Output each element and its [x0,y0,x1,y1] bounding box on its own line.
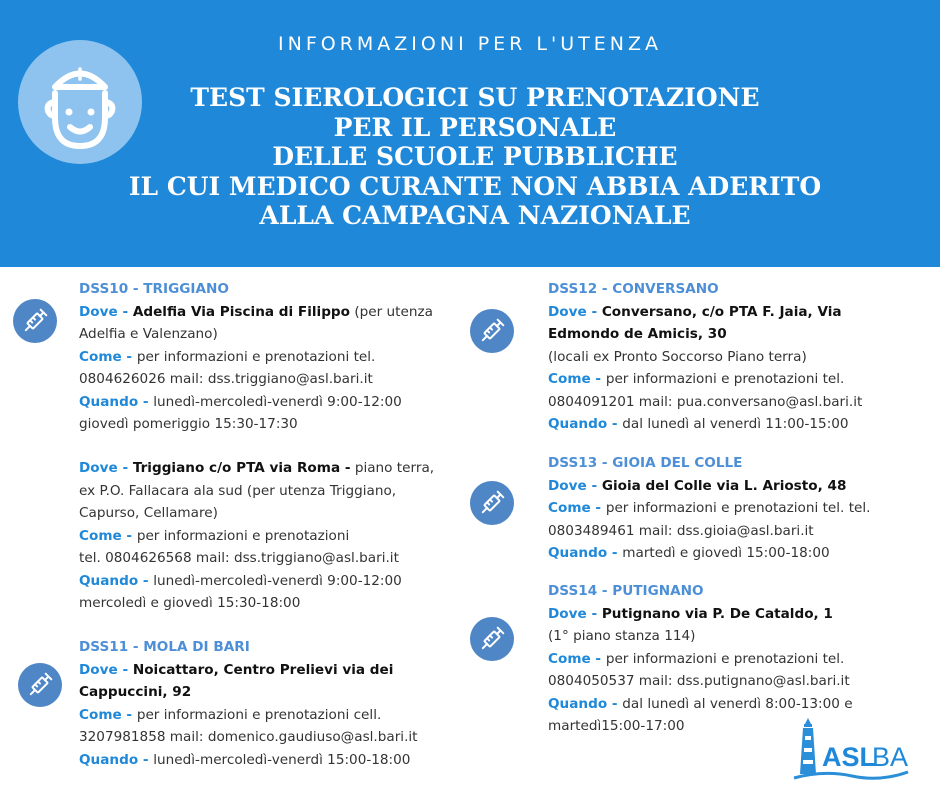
headline-line: IL CUI MEDICO CURANTE NON ABBIA ADERITO [128,171,822,201]
come-line: Come - per informazioni e prenotazioni tel. [548,371,845,387]
syringe-icon [13,299,57,343]
quando-line: Quando - dal lunedì al venerdì 8:00-13:00 e [548,695,853,712]
come-continuation: 0804626026 mail: dss.triggiano@asl.bari.it [79,371,373,387]
dss12-section [548,278,862,436]
dove-continuation: ex P.O. Fallacara ala sud (per utenza Triggiano, [79,482,397,499]
quando-continuation: martedì15:00-17:00 [548,718,685,734]
dove-line: Dove - Putignano via P. De Cataldo, 1 [548,605,833,622]
kicker-text: INFORMAZIONI PER L'UTENZA [278,33,662,55]
dss10-section-2 [79,457,434,615]
dss11-section [79,636,418,771]
asl-ba-logo [790,718,910,784]
syringe-icon [470,309,514,353]
quando-line: Quando - lunedì-mercoledì-venerdì 15:00-18:00 [79,751,411,768]
section-title: DSS12 - CONVERSANO [548,281,719,297]
quando-line: Quando - lunedì-mercoledì-venerdì 9:00-12:00 [79,572,402,589]
dove-continuation: (locali ex Pronto Soccorso Piano terra) [548,348,807,365]
dss10-section [79,278,433,436]
quando-continuation: giovedì pomeriggio 15:30-17:30 [79,416,298,432]
section-title: DSS11 - MOLA DI BARI [79,639,250,655]
dove-line: Dove - Gioia del Colle via L. Ariosto, 48 [548,477,847,494]
dove-line: Dove - Noicattaro, Centro Prelievi via dei [79,661,394,678]
come-continuation: 3207981858 mail: domenico.gaudiuso@asl.bari.it [79,729,418,745]
come-continuation: tel. 0804626568 mail: dss.triggiano@asl.bari.it [79,550,399,566]
headline-line: PER IL PERSONALE [333,112,617,142]
syringe-icon [470,481,514,525]
header-banner [0,0,940,267]
headline [95,83,855,231]
dove-continuation: Edmondo de Amicis, 30 [548,326,727,342]
logo-text-ba: BA [872,742,909,772]
dove-continuation: Cappuccini, 92 [79,684,192,700]
dss13-section [548,452,870,565]
dss14-section [548,580,853,738]
dove-continuation: (1° piano stanza 114) [548,628,696,644]
section-title: DSS14 - PUTIGNANO [548,583,704,599]
syringe-icon [470,617,514,661]
quando-line: Quando - dal lunedì al venerdì 11:00-15:00 [548,416,849,432]
dove-line: Dove - Triggiano c/o PTA via Roma - piano terra, [79,460,435,476]
quando-continuation: mercoledì e giovedì 15:30-18:00 [79,595,301,611]
lighthouse-icon [800,718,816,774]
come-line: Come - per informazioni e prenotazioni tel. tel. [548,500,871,516]
dove-continuation: Adelfia e Valenzano) [79,326,218,342]
come-continuation: 0803489461 mail: dss.gioia@asl.bari.it [548,522,814,539]
come-line: Come - per informazioni e prenotazioni tel. [79,348,376,365]
dove-line: Dove - Conversano, c/o PTA F. Jaia, Via [548,303,842,320]
logo-text-asl: ASL [822,742,876,772]
quando-line: Quando - lunedì-mercoledì-venerdì 9:00-12:00 [79,393,402,410]
come-line: Come - per informazioni e prenotazioni cell. [79,706,382,723]
dove-line: Dove - Adelfia Via Piscina di Filippo (per utenza [79,303,433,320]
come-line: Come - per informazioni e prenotazioni [79,527,350,544]
come-continuation: 0804091201 mail: pua.conversano@asl.bari.it [548,393,863,410]
come-line: Come - per informazioni e prenotazioni tel. [548,650,845,667]
headline-line: ALLA CAMPAGNA NAZIONALE [259,201,691,230]
syringe-icon [18,663,62,707]
section-title: DSS10 - TRIGGIANO [79,281,229,297]
headline-line: DELLE SCUOLE PUBBLICHE [272,142,678,171]
quando-line: Quando - martedì e giovedì 15:00-18:00 [548,545,830,561]
dove-continuation: Capurso, Cellamare) [79,505,218,521]
come-continuation: 0804050537 mail: dss.putignano@asl.bari.it [548,673,850,689]
section-title: DSS13 - GIOIA DEL COLLE [548,455,743,471]
headline-line: TEST SIEROLOGICI SU PRENOTAZIONE [190,83,760,112]
